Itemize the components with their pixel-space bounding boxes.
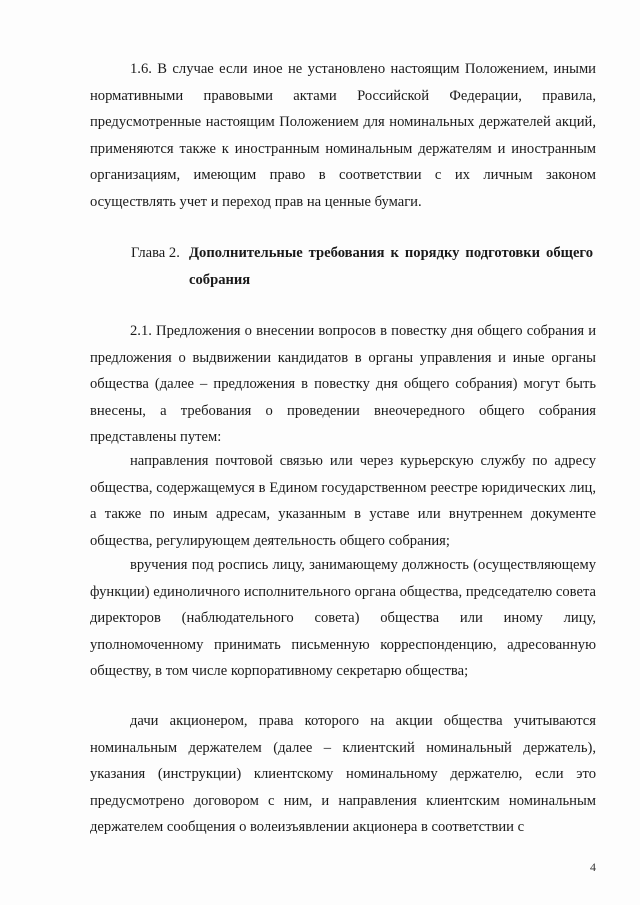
list-item-instruction: дачи акционером, права которого на акции общества учитываются номинальным держателем (далее – клиентский номинальный держатель), указания (инструкции) клиентскому номинальному держателю, если это предусмотрено договором с ним, и направления клиентским номинальным держателем сообщения о волеизъявлении акционера в соответствии с [90,713,596,836]
paragraph-1-6: 1.6. В случае если иное не установлено настоящим Положением, иными нормативными правовыми актами Российской Федерации, правила, предусмотренные настоящим Положением для номинальных держателей акций, применяются также к иностранным номинальным держателям и иностранным организациям, имеющим право в соответствии с их личным законом осуществлять учет и переход прав на ценные бумаги. [90,61,596,210]
list-item-delivery: вручения под роспись лицу, занимающему должность (осуществляющему функции) единоличного исполнительного органа общества, председателю совета директоров (наблюдательного совета) общества или иному лицу, уполномоченному принимать письменную корреспонденцию, адресованную обществу, в том числе корпоративному секретарю общества; [90,557,596,680]
paragraph-2-1: 2.1. Предложения о внесении вопросов в повестку дня общего собрания и предложения о выдвижении кандидатов в органы управления и иные органы общества (далее – предложения в повестку дня общего собрания) могут быть внесены, а требования о проведении внеочередного общего собрания представлены путем: [90,323,596,446]
chapter-label: Глава 2. [131,245,180,261]
chapter-heading [131,240,597,294]
page-number: 4 [590,860,596,874]
chapter-title: Дополнительные требования к порядку подготовки общего собрания [189,245,593,288]
list-item-mail: направления почтовой связью или через курьерскую службу по адресу общества, содержащемуся в Едином государственном реестре юридических лиц, а также по иным адресам, указанным в уставе или внутреннем документе общества, регулирующем деятельность общего собрания; [90,453,596,549]
